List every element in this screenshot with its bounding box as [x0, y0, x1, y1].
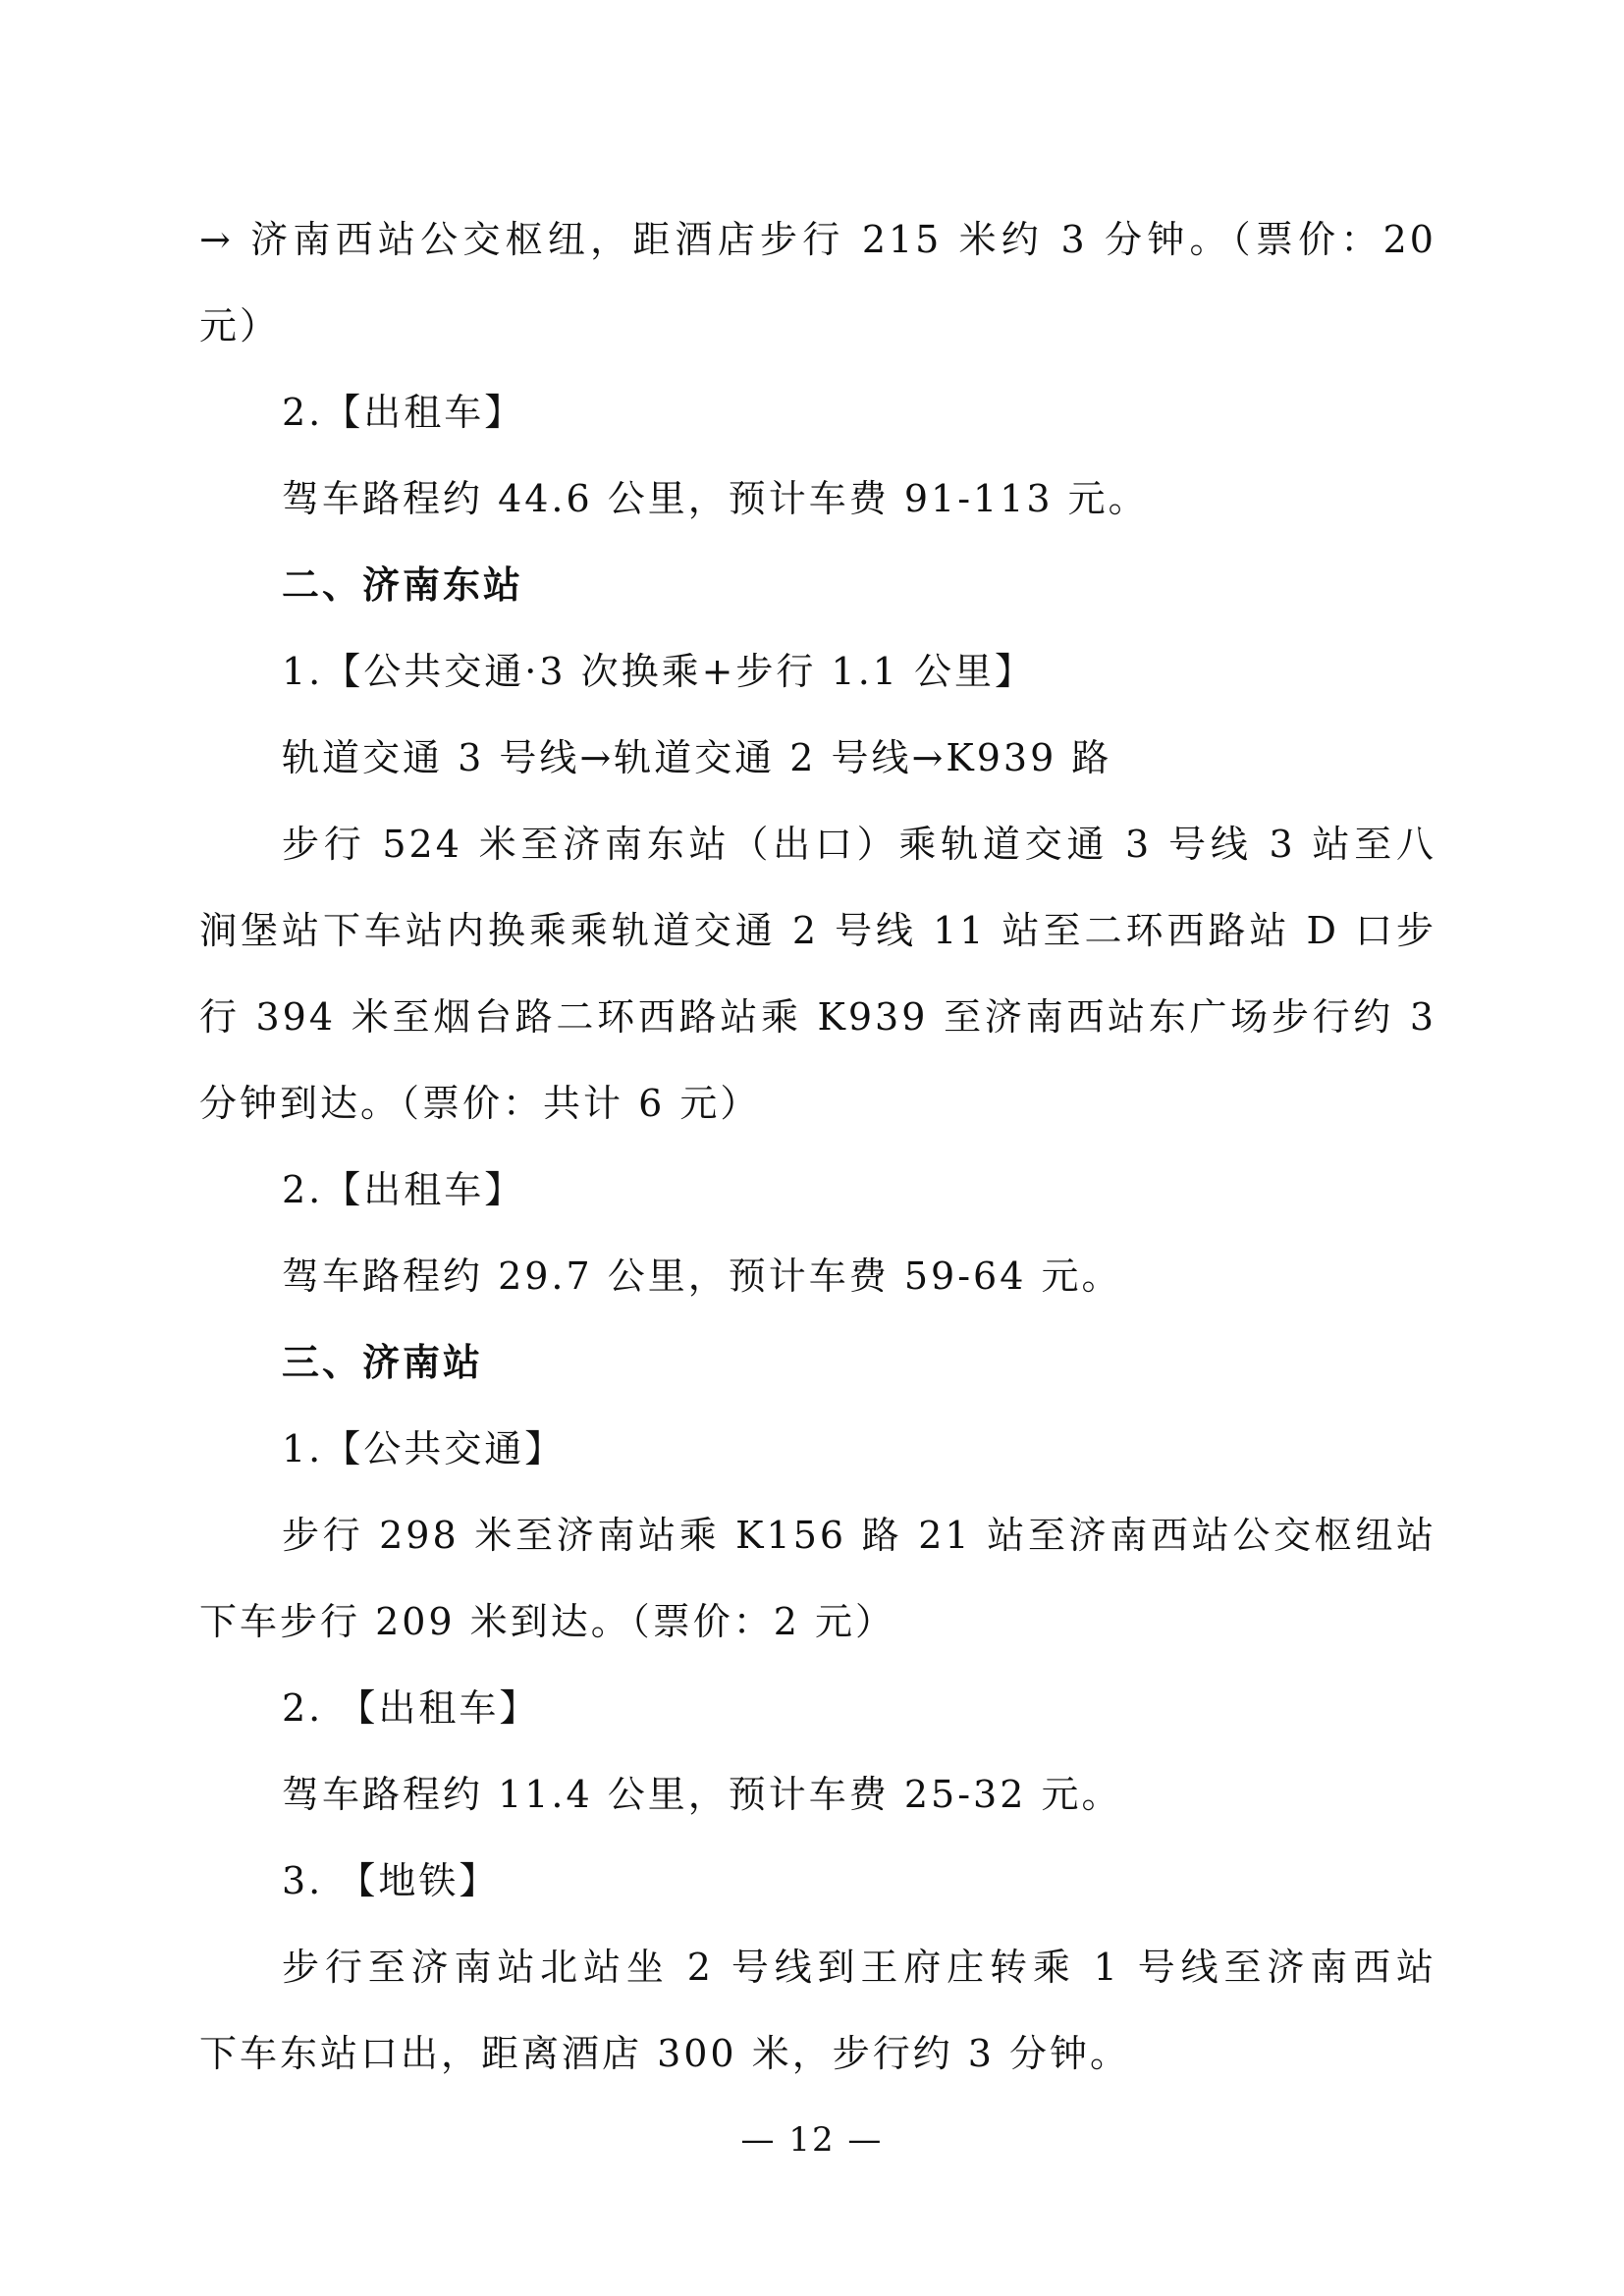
paragraph-line: 驾车路程约 11.4 公里，预计车费 25-32 元。	[282, 1773, 1122, 1816]
subheading: 1.【公共交通】	[282, 1427, 566, 1470]
paragraph-line: → 济南西站公交枢纽，距酒店步行 215 米约 3 分钟。（票价：20	[199, 218, 1436, 261]
paragraph-line: 涧堡站下车站内换乘乘轨道交通 2 号线 11 站至二环西路站 D 口步	[199, 909, 1436, 952]
paragraph-line: 分钟到达。（票价：共计 6 元）	[199, 1082, 761, 1125]
paragraph-line: 下车东站口出，距离酒店 300 米，步行约 3 分钟。	[199, 2032, 1131, 2075]
section-heading: 三、济南站	[282, 1341, 484, 1384]
subheading: 3. 【地铁】	[282, 1859, 500, 1902]
subheading: 2.【出租车】	[282, 1168, 525, 1211]
paragraph-line: 行 394 米至烟台路二环西路站乘 K939 至济南西站东广场步行约 3	[199, 995, 1436, 1039]
subheading: 2.【出租车】	[282, 391, 525, 434]
paragraph-line: 下车步行 209 米到达。（票价：2 元）	[199, 1600, 895, 1643]
document-body	[199, 196, 1436, 2097]
paragraph-line: 步行 524 米至济南东站（出口）乘轨道交通 3 号线 3 站至八	[282, 823, 1436, 866]
section-heading: 二、济南东站	[282, 563, 524, 607]
paragraph-line: 步行至济南站北站坐 2 号线到王府庄转乘 1 号线至济南西站	[282, 1946, 1436, 1989]
paragraph-line: 轨道交通 3 号线→轨道交通 2 号线→K939 路	[282, 736, 1112, 779]
paragraph-line: 步行 298 米至济南站乘 K156 路 21 站至济南西站公交枢纽站	[282, 1514, 1436, 1557]
paragraph-line: 驾车路程约 29.7 公里，预计车费 59-64 元。	[282, 1255, 1122, 1298]
page-number: — 12 —	[740, 2120, 884, 2160]
paragraph-line: 驾车路程约 44.6 公里，预计车费 91-113 元。	[282, 477, 1149, 520]
subheading: 2. 【出租车】	[282, 1686, 540, 1730]
subheading: 1.【公共交通·3 次换乘+步行 1.1 公里】	[282, 650, 1036, 693]
paragraph-line: 元）	[199, 304, 281, 347]
